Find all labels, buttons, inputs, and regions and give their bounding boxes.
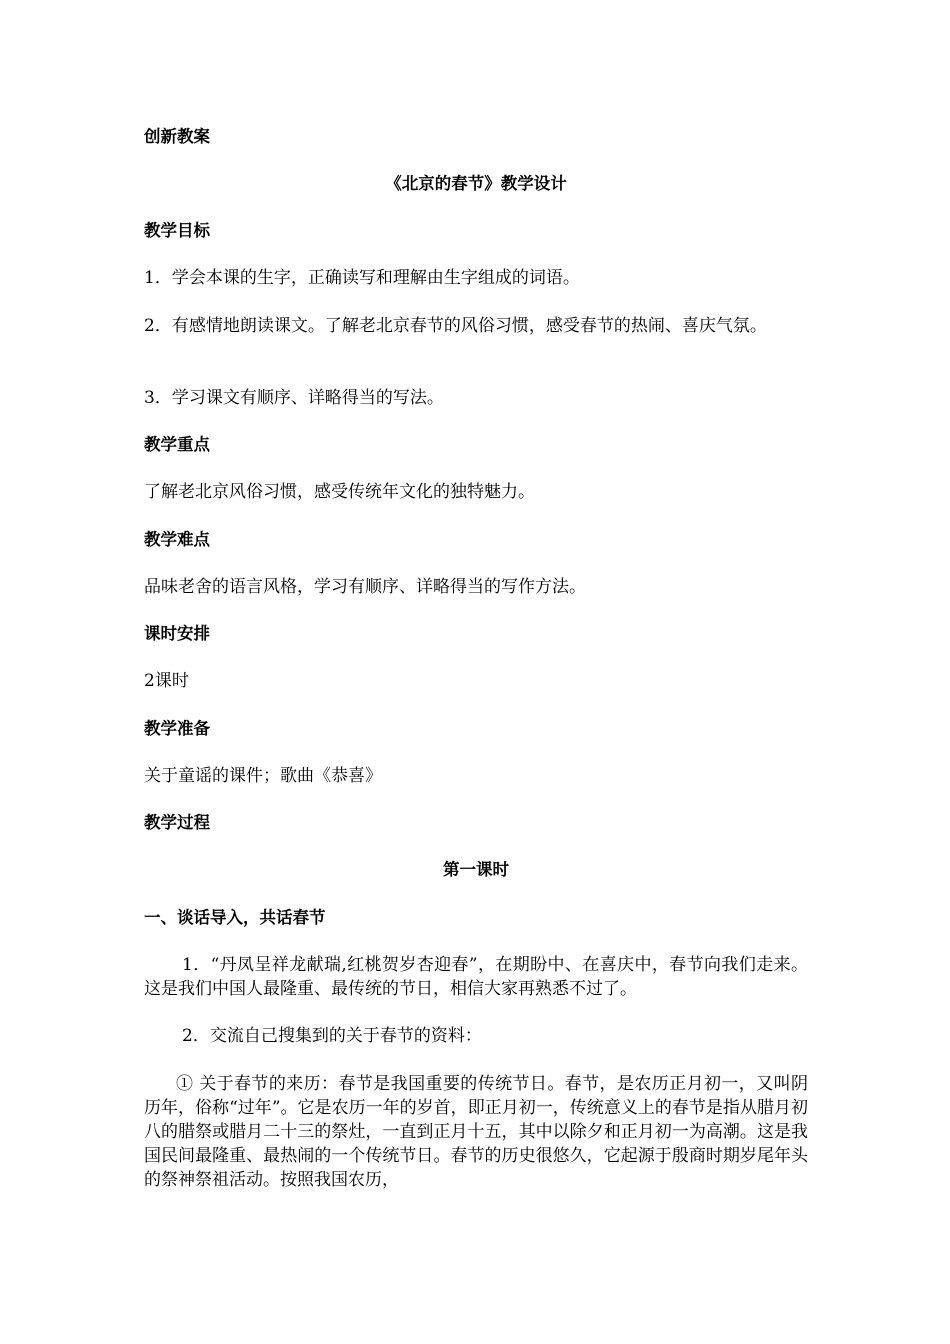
process-paragraph-1: 1．“丹凤呈祥龙献瑞,红桃贺岁杏迎春”，在期盼中、在喜庆中，春节向我们走来。这是我们中国人最隆重、最传统的节日，相信大家再熟悉不过了。 <box>144 955 808 999</box>
header-label: 创新教案 <box>144 127 210 146</box>
schedule-heading: 课时安排 <box>144 624 210 643</box>
objective-item-1: 1．学会本课的生字，正确读写和理解由生字组成的词语。 <box>144 268 580 288</box>
difficulties-heading: 教学难点 <box>144 530 210 549</box>
objective-item-3: 3．学习课文有顺序、详略得当的写法。 <box>144 388 444 408</box>
process-paragraph-2: 2．交流自己搜集到的关于春节的资料： <box>182 1026 482 1046</box>
preparation-text: 关于童谣的课件；歌曲《恭喜》 <box>144 766 382 786</box>
process-heading: 教学过程 <box>144 813 210 832</box>
objectives-heading: 教学目标 <box>144 221 210 240</box>
lesson-title: 第一课时 <box>443 860 509 879</box>
key-points-heading: 教学重点 <box>144 435 210 454</box>
preparation-heading: 教学准备 <box>144 719 210 738</box>
section-title: 一、谈话导入，共话春节 <box>144 908 326 927</box>
difficulties-text: 品味老舍的语言风格，学习有顺序、详略得当的写作方法。 <box>144 577 586 597</box>
document-title: 《北京的春节》教学设计 <box>385 174 567 193</box>
process-paragraph-3: ① 关于春节的来历：春节是我国重要的传统节日。春节，是农历正月初一，又叫阴历年，俗称“过年”。它是农历一年的岁首，即正月初一，传统意义上的春节是指从腊月初八的腊祭或腊月二十三的祭灶，一直到正月十五，其中以除夕和正月初一为高潮。这是我国民间最隆重、最热闹的一个传统节日。春节的历史很悠久，它起源于殷商时期岁尾年头的祭神祭祖活动。按照我国农历， <box>144 1074 808 1190</box>
objective-item-2: 2．有感情地朗读课文。了解老北京春节的风俗习惯，感受春节的热闹、喜庆气氛。 <box>144 316 767 336</box>
schedule-text: 2课时 <box>144 671 189 691</box>
key-points-text: 了解老北京风俗习惯，感受传统年文化的独特魅力。 <box>144 482 535 502</box>
